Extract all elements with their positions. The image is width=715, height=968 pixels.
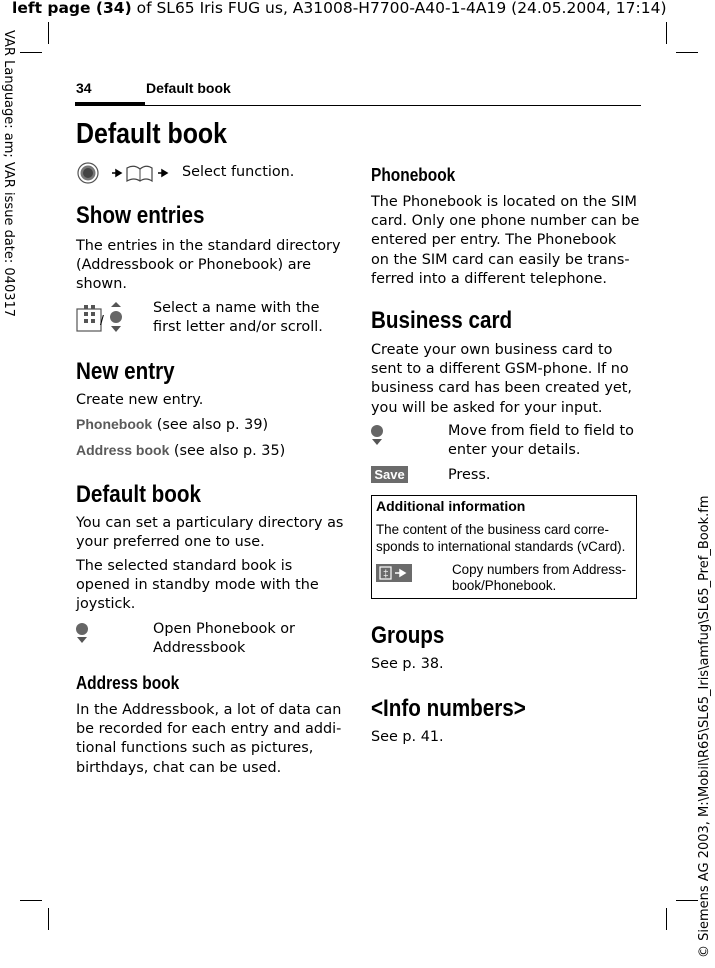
phonebook-ref: (see also p. 39) [152,417,269,433]
text-line: opened in standby mode with the [76,577,319,594]
phonebook-icon [127,166,152,181]
new-entry-phonebook [76,415,268,435]
section-heading-info-numbers: <Info numbers> [371,695,526,722]
crop-mark [48,22,49,44]
text-line: you will be asked for your input. [371,399,603,416]
text-line: Move from field to field to [448,423,634,439]
info-box-action [452,562,626,594]
subheading-address-book: Address book [76,673,180,693]
text-line: The entries in the standard directory [76,238,341,254]
section-heading-new-entry: New entry [76,358,175,385]
text-line: Open Phonebook or [153,621,295,637]
default-book-action [153,620,295,658]
text-line: be recorded for each entry and addi- [76,721,342,738]
svg-text:/: / [100,312,104,328]
crop-mark [666,22,667,44]
crop-mark [48,908,49,930]
text-line: You can set a particulary directory as [76,515,344,531]
nav-line [76,160,316,186]
default-book-text1 [76,514,343,552]
text-line: Addressbook [153,640,246,657]
addressbook-label: Address book [76,442,170,458]
address-book-text [76,701,341,778]
text-line: tional functions such as pictures, [76,740,314,757]
left-margin-text: VAR Language: am; VAR issue date: 040317 [1,30,16,318]
text-line: The selected standard book is [76,558,293,574]
subheading-phonebook: Phonebook [371,165,456,185]
default-book-text2 [76,557,319,615]
show-entries-action [153,299,323,337]
text-line: The content of the business card corre- [376,522,609,537]
joystick-icon [78,163,98,183]
text-line: your preferred one to use. [76,534,265,551]
copy-key-icon [376,564,412,582]
running-header-title: Default book [146,80,231,96]
right-margin-text: © Siemens AG 2003, M:\Mobil\R65\SL65_Iris\amfug\SL65_Pref_Book.fm [697,495,712,958]
section-heading-show-entries: Show entries [76,202,205,229]
business-card-action2: Press. [448,467,491,483]
phonebook-text [371,193,639,289]
new-entry-text: Create new entry. [76,392,204,408]
crop-mark [20,900,42,901]
joystick-updown-icon [110,302,122,332]
business-card-action1 [448,422,634,460]
joystick-down-icon [371,424,387,446]
section-heading-groups: Groups [371,622,445,649]
text-line: ferred into a different telephone. [371,270,607,287]
text-line: card. Only one phone number can be [371,213,640,230]
text-line: joystick. [76,596,136,613]
keypad-joystick-icon [76,301,128,335]
header-rule-accent [75,102,145,106]
text-line: business card has been created yet, [371,380,632,397]
business-card-text [371,341,632,418]
groups-text: See p. 38. [371,656,444,672]
save-softkey: Save [371,466,408,483]
text-line: The Phonebook is located on the SIM [371,194,637,210]
crop-mark [676,52,698,53]
svg-text:‡: ‡ [383,569,389,580]
crop-mark [20,52,42,53]
text-line: Create your own business card to [371,342,613,358]
print-header-page: left page (34) [12,0,132,17]
text-line: birthdays, chat can be used. [76,759,282,776]
text-line: Select a name with the [153,300,320,316]
info-box-title: Additional information [376,498,526,514]
print-header-info: of SL65 Iris FUG us, A31008-H7700-A40-1-4A19 (24.05.2004, 17:14) [131,0,667,17]
show-entries-text [76,237,340,295]
section-heading-default-book: Default book [76,481,201,508]
new-entry-addressbook [76,441,285,461]
arrow-right-icon [112,170,121,176]
info-numbers-text: See p. 41. [371,729,444,745]
section-heading-business-card: Business card [371,307,513,334]
text-line: In the Addressbook, a lot of data can [76,702,342,718]
text-line: enter your details. [448,442,581,459]
joystick-down-icon [76,622,92,644]
text-line: sent to a different GSM-phone. If no [371,361,629,378]
running-header-page-number: 34 [76,80,92,96]
info-box-text [376,521,625,555]
keypad-icon [77,305,101,331]
crop-mark [666,908,667,930]
arrow-right-icon [158,170,167,176]
menu-path-icons [76,160,180,186]
phonebook-label: Phonebook [76,416,153,432]
additional-info-box [371,495,637,599]
text-line: shown. [76,276,127,293]
page-title: Default book [76,118,228,150]
print-header [12,0,667,17]
text-line: sponds to international standards (vCard). [376,539,626,554]
header-rule [75,105,641,106]
crop-mark [676,900,698,901]
text-line: book/Phonebook. [452,578,557,593]
text-line: on the SIM card can easily be trans- [371,251,630,268]
text-line: (Addressbook or Phonebook) are [76,257,311,274]
text-line: first letter and/or scroll. [153,319,323,336]
addressbook-ref: (see also p. 35) [169,443,286,459]
nav-instruction: Select function. [182,164,295,180]
text-line: Copy numbers from Address- [452,562,627,577]
text-line: entered per entry. The Phonebook [371,232,617,249]
